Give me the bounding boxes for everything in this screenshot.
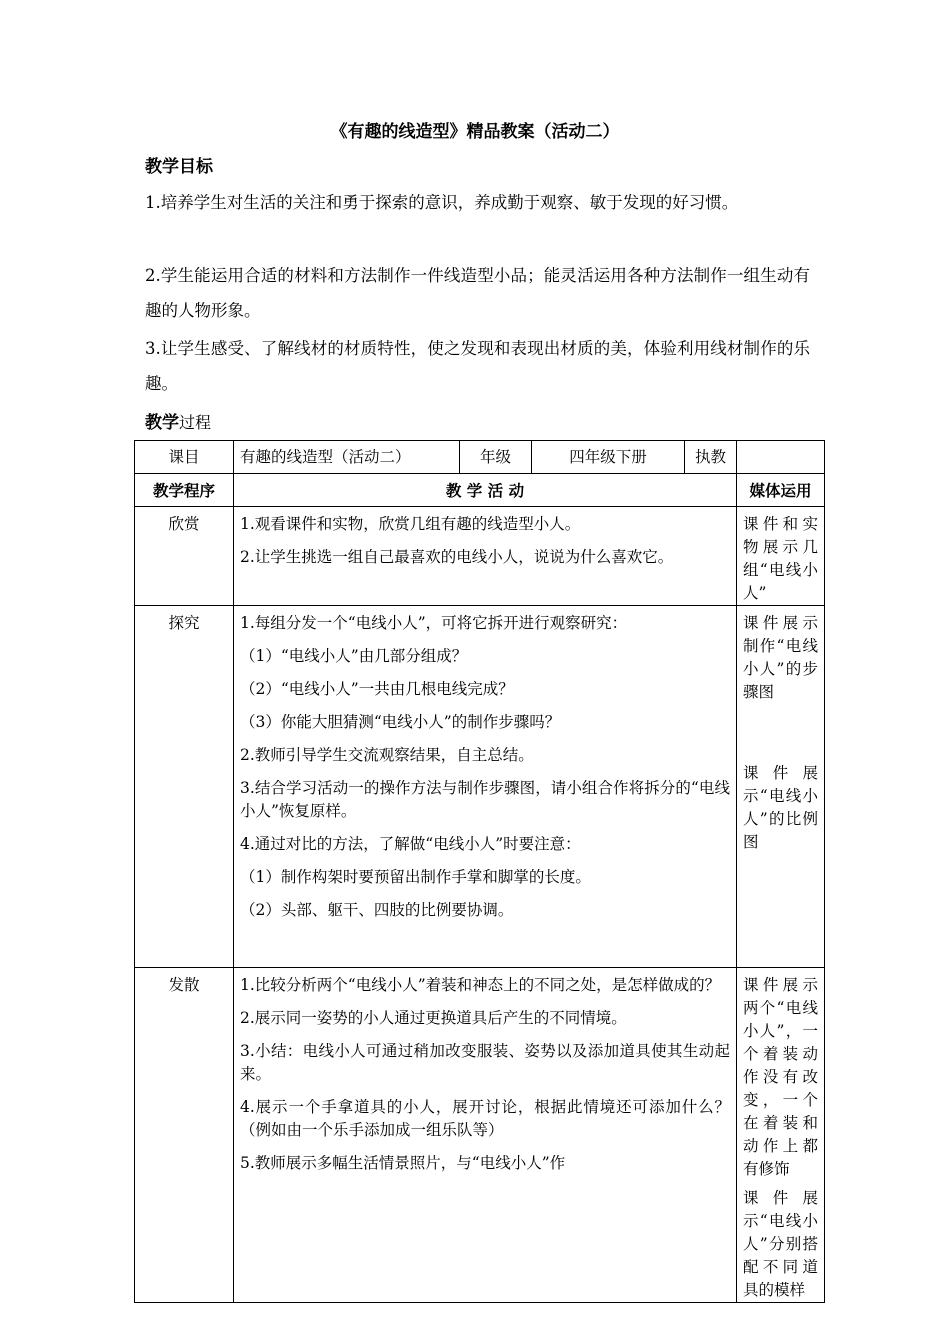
- process-heading-bold: 教学: [145, 413, 179, 433]
- media-item: 课件展示制作“电线小人”的步骤图: [743, 614, 818, 701]
- media-cell: [737, 606, 825, 968]
- grade-value: 四年级下册: [532, 441, 685, 474]
- stage-cell: 探究: [135, 606, 234, 968]
- procedure-header: 教学程序: [135, 474, 234, 507]
- teacher-label: 执教: [685, 441, 737, 474]
- activity-item: 1.观看课件和实物，欣赏几组有趣的线造型小人。: [240, 515, 581, 533]
- process-heading-light: 过程: [179, 413, 212, 432]
- stage-cell: 发散: [135, 968, 234, 1303]
- activity-cell: [234, 606, 737, 968]
- activity-item: （3）你能大胆猜测“电线小人”的制作步骤吗？: [240, 713, 561, 731]
- media-item: 课件展示“电线小人”分别搭配不同道具的模样: [743, 1189, 818, 1299]
- activity-item: 2.教师引导学生交流观察结果，自主总结。: [240, 746, 534, 764]
- goals-heading: 教学目标: [145, 157, 213, 177]
- stage-cell: 欣赏: [135, 507, 234, 606]
- lesson-table: [134, 440, 825, 1303]
- media-cell: [737, 968, 825, 1303]
- process-heading: [145, 408, 211, 433]
- goal-item-3: 3.让学生感受、了解线材的材质特性，使之发现和表现出材质的美，体验利用线材制作的乐趣。: [145, 339, 810, 393]
- subject-label: 课目: [135, 441, 234, 474]
- document-title: 《有趣的线造型》精品教案（活动二）: [330, 122, 620, 142]
- info-row: [135, 441, 825, 474]
- activity-cell: [234, 968, 737, 1303]
- activity-item: 3.结合学习活动一的操作方法与制作步骤图，请小组合作将拆分的“电线小人”恢复原样。: [240, 779, 730, 820]
- activity-item: 2.展示同一姿势的小人通过更换道具后产生的不同情境。: [240, 1009, 627, 1027]
- goal-item-2: 2.学生能运用合适的材料和方法制作一件线造型小品；能灵活运用各种方法制作一组生动有趣的人物形象。: [145, 266, 810, 320]
- activity-item: 1.比较分析两个“电线小人”着装和神态上的不同之处，是怎样做成的？: [240, 976, 721, 994]
- activity-item: 3.小结：电线小人可通过稍加改变服装、姿势以及添加道具使其生动起来。: [240, 1042, 730, 1083]
- table-row: [135, 507, 825, 606]
- goal-item-1: 1.培养学生对生活的关注和勇于探索的意识，养成勤于观察、敏于发现的好习惯。: [145, 193, 739, 212]
- table-row: [135, 606, 825, 968]
- activity-item: 1.每组分发一个“电线小人”，可将它拆开进行观察研究：: [240, 614, 628, 632]
- activity-cell: [234, 507, 737, 606]
- media-item: 课件和实物展示几组“电线小人”: [743, 515, 818, 602]
- subject-value: 有趣的线造型（活动二）: [234, 441, 460, 474]
- activity-item: 2.让学生挑选一组自己最喜欢的电线小人，说说为什么喜欢它。: [240, 548, 674, 566]
- media-item: 课件展示两个“电线小人”，一个着装动作没有改变，一个在着装和动作上都有修饰: [743, 976, 818, 1178]
- activity-item: （1）“电线小人”由几部分组成？: [240, 647, 468, 665]
- activity-header: 教 学 活 动: [234, 474, 737, 507]
- header-row: [135, 474, 825, 507]
- teacher-value: [737, 441, 825, 474]
- activity-item: 4.通过对比的方法，了解做“电线小人”时要注意：: [240, 835, 581, 853]
- activity-item: 4.展示一个手拿道具的小人，展开讨论，根据此情境还可添加什么？（例如由一个乐手添加成一组乐队等）: [240, 1098, 730, 1139]
- media-header: 媒体运用: [737, 474, 825, 507]
- activity-item: （2）“电线小人”一共由几根电线完成？: [240, 680, 514, 698]
- media-item: 课件展示“电线小人”的比例图: [743, 764, 818, 851]
- table-row: [135, 968, 825, 1303]
- activity-item: 5.教师展示多幅生活情景照片，与“电线小人”作: [240, 1154, 566, 1172]
- activity-item: （2）头部、躯干、四肢的比例要协调。: [240, 901, 514, 919]
- activity-item: （1）制作构架时要预留出制作手掌和脚掌的长度。: [240, 868, 591, 886]
- media-cell: [737, 507, 825, 606]
- grade-label: 年级: [460, 441, 532, 474]
